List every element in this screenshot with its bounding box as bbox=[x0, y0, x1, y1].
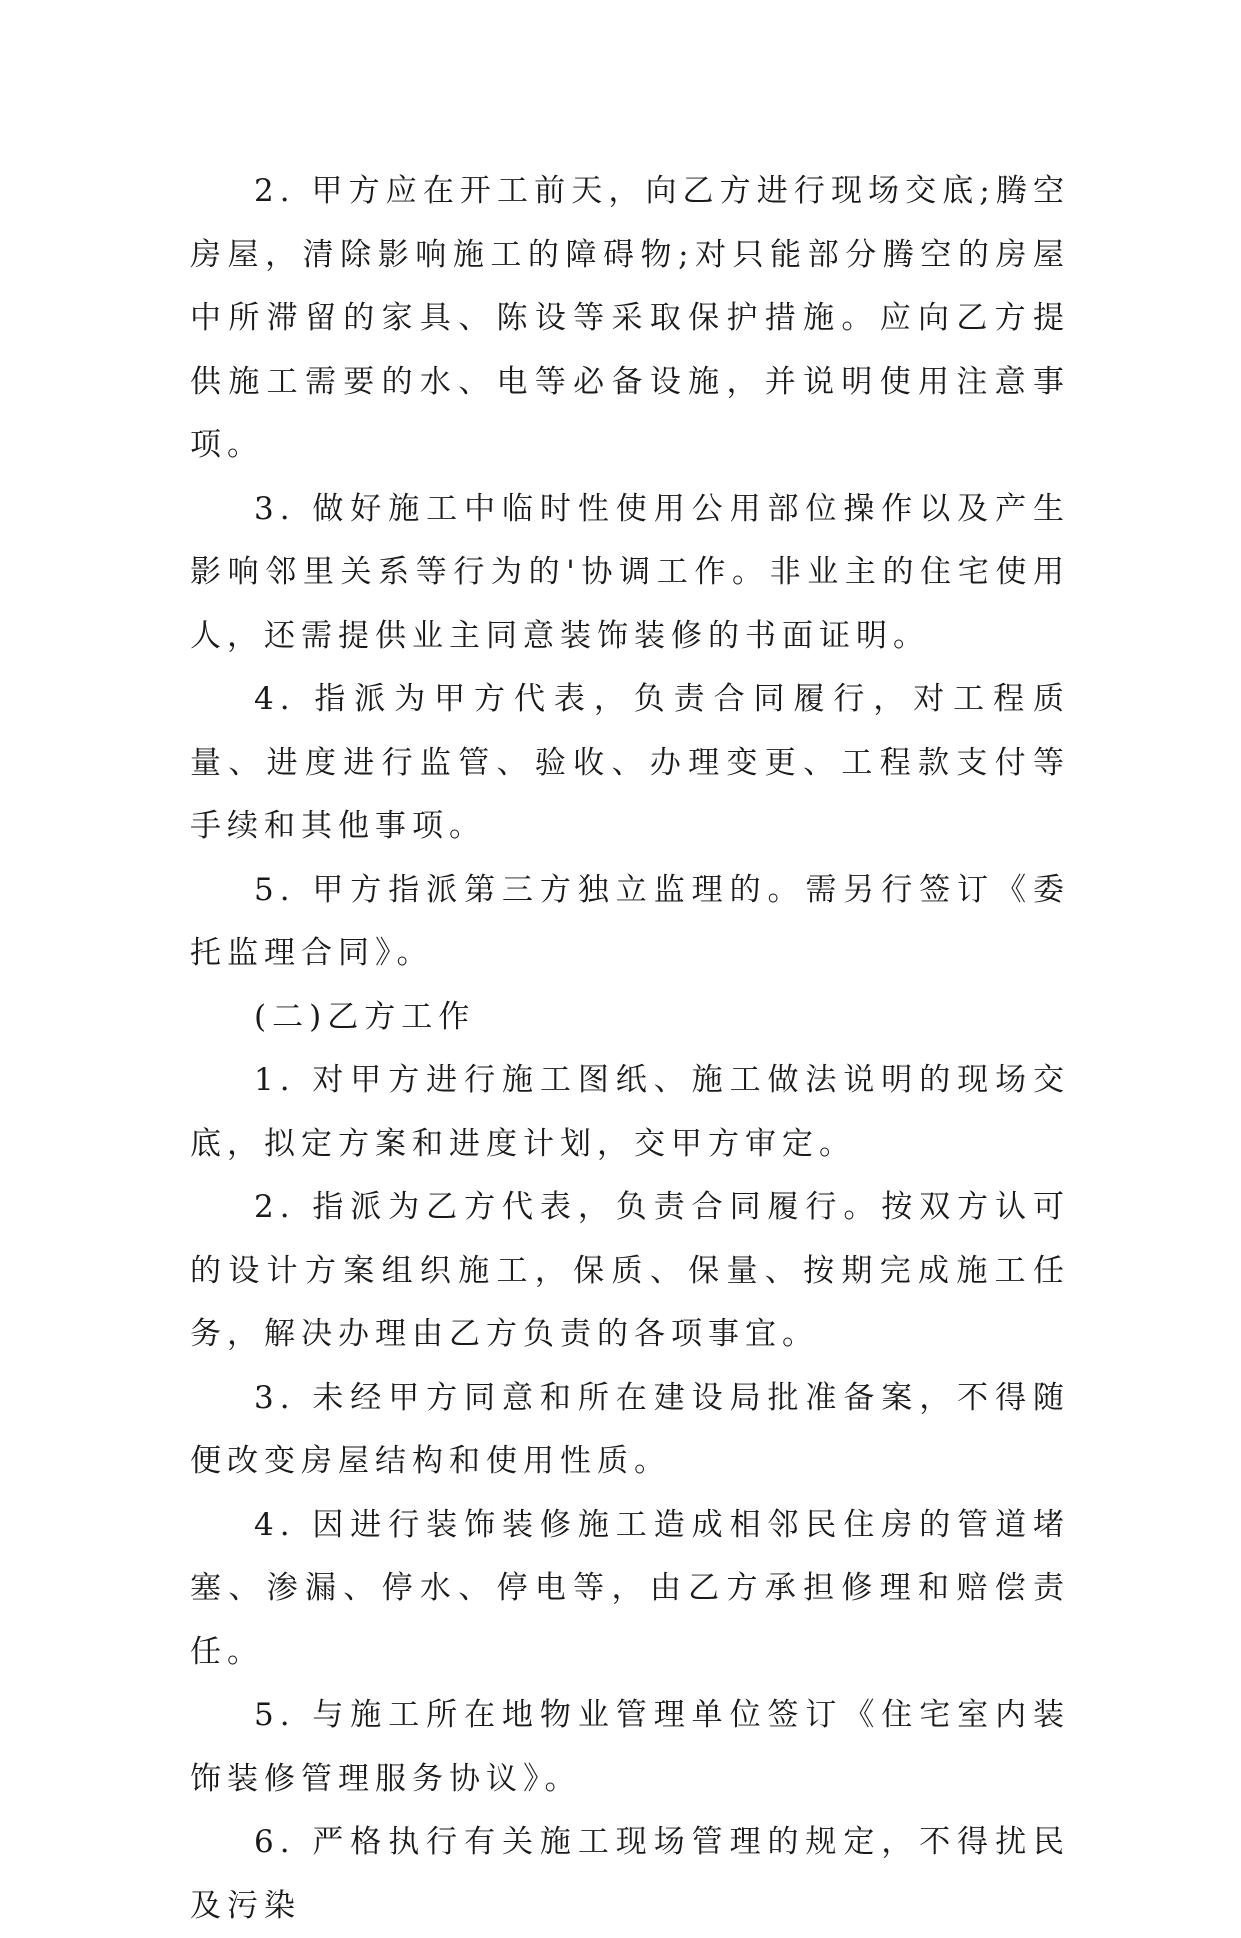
paragraph-party-a-item-4: 4. 指派为甲方代表，负责合同履行，对工程质量、进度进行监管、验收、办理变更、工程款支付等手续和其他事项。 bbox=[190, 681, 1070, 844]
paragraph-party-b-item-5: 5. 与施工所在地物业管理单位签订《住宅室内装饰装修管理服务协议》。 bbox=[190, 1697, 1070, 1797]
paragraph-party-b-item-6: 6. 严格执行有关施工现场管理的规定，不得扰民及污染 bbox=[190, 1824, 1070, 1924]
paragraph-party-a-item-2: 2. 甲方应在开工前天，向乙方进行现场交底;腾空房屋，清除影响施工的障碍物;对只能部分腾空的房屋中所滞留的家具、陈设等采取保护措施。应向乙方提供施工需要的水、电等必备设施，并说明使用注意事项。 bbox=[190, 173, 1070, 463]
paragraph-party-b-item-1: 1. 对甲方进行施工图纸、施工做法说明的现场交底，拟定方案和进度计划，交甲方审定。 bbox=[190, 1062, 1070, 1162]
paragraph-party-b-item-4: 4. 因进行装饰装修施工造成相邻民住房的管道堵塞、渗漏、停水、停电等，由乙方承担修理和赔偿责任。 bbox=[190, 1506, 1070, 1670]
paragraph-party-b-item-2: 2. 指派为乙方代表，负责合同履行。按双方认可的设计方案组织施工，保质、保量、按期完成施工任务，解决办理由乙方负责的各项事宜。 bbox=[190, 1189, 1070, 1352]
paragraph-party-a-item-3: 3. 做好施工中临时性使用公用部位操作以及产生影响邻里关系等行为的'协调工作。非业主的住宅使用人，还需提供业主同意装饰装修的书面证明。 bbox=[190, 490, 1070, 654]
paragraph-party-a-item-5: 5. 甲方指派第三方独立监理的。需另行签订《委托监理合同》。 bbox=[190, 871, 1070, 971]
section-heading-party-b-work: (二)乙方工作 bbox=[254, 998, 476, 1035]
document-body bbox=[190, 160, 1070, 1938]
paragraph-party-b-item-3: 3. 未经甲方同意和所在建设局批准备案，不得随便改变房屋结构和使用性质。 bbox=[190, 1379, 1070, 1479]
